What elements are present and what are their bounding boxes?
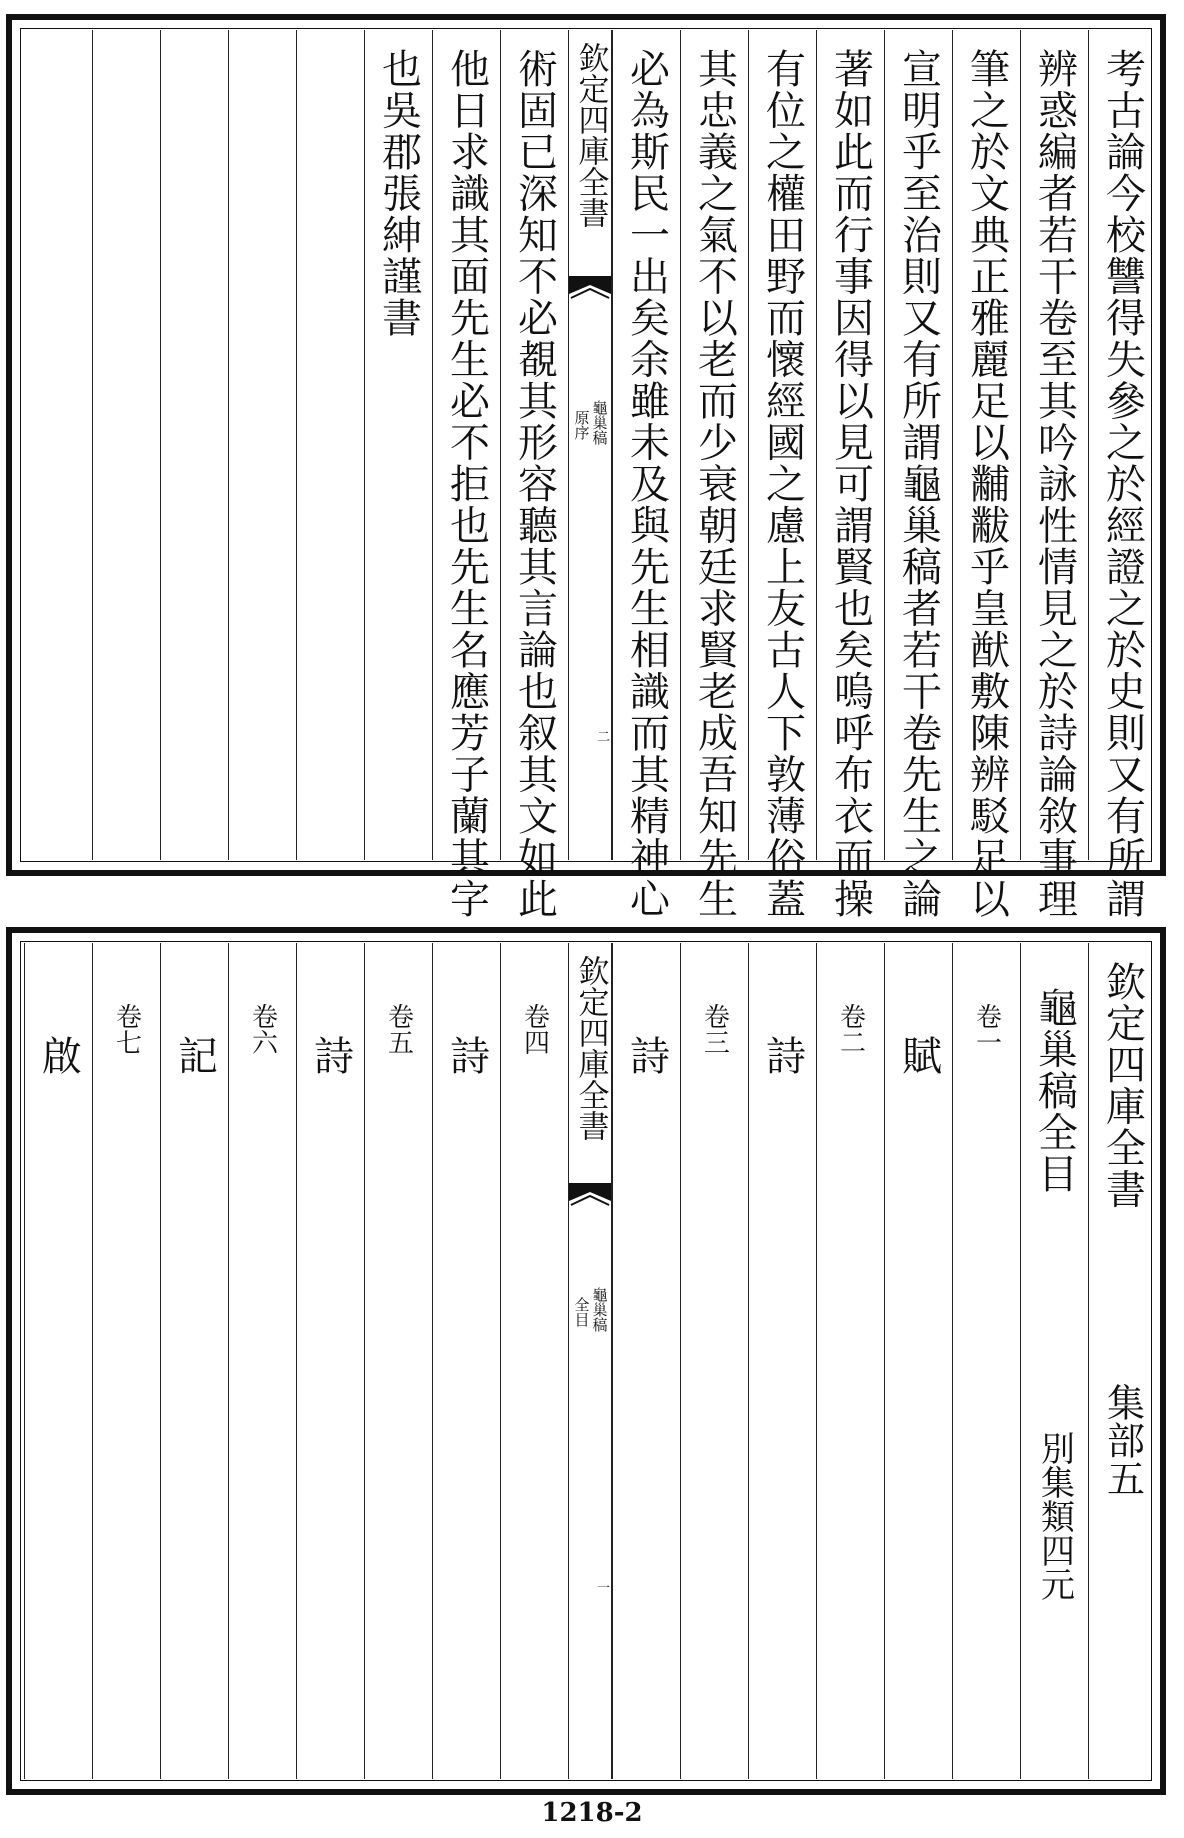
center-book-name: 龜巢稿 — [590, 400, 609, 445]
center-margin-strip — [568, 30, 612, 860]
page-number-footer: 1218-2 — [541, 1798, 643, 1828]
center-title: 欽定四庫全書 — [572, 42, 609, 228]
toc-entry: 啟 — [35, 1035, 82, 1077]
center-section-name: 全目 — [572, 1297, 591, 1327]
empty-column — [228, 30, 296, 860]
column-text: 其忠義之氣不以老而少衰朝廷求賢老成吾知先生 — [691, 48, 738, 920]
toc-column — [24, 943, 92, 1779]
toc-column — [432, 943, 500, 1779]
text-column — [612, 30, 680, 920]
header-category: 集部五 — [1100, 1383, 1145, 1497]
toc-entry: 卷一 — [971, 1003, 1002, 1055]
center-title: 欽定四庫全書 — [572, 955, 609, 1141]
empty-column — [92, 30, 160, 860]
toc-column — [748, 943, 816, 1779]
text-column — [1020, 30, 1088, 920]
toc-column — [92, 943, 160, 1779]
column-text: 也吳郡張紳謹書 — [375, 48, 422, 339]
toc-entry: 卷七 — [111, 1003, 142, 1055]
toc-entry: 詩 — [623, 1035, 670, 1077]
text-column — [500, 30, 568, 920]
text-column — [680, 30, 748, 920]
toc-entry: 卷五 — [383, 1003, 414, 1055]
text-column — [748, 30, 816, 920]
text-column — [816, 30, 884, 920]
toc-entry: 詩 — [443, 1035, 490, 1077]
toc-entry: 卷二 — [835, 1003, 866, 1055]
header-column — [1088, 943, 1156, 1779]
toc-entry: 詩 — [759, 1035, 806, 1077]
center-page-number: 二 — [597, 730, 611, 745]
toc-column — [296, 943, 364, 1779]
toc-column — [816, 943, 884, 1779]
toc-column — [500, 943, 568, 1779]
center-book-name: 龜巢稿 — [590, 1287, 609, 1332]
column-text: 宣明乎至治則又有所謂龜巢稿者若干卷先生之論 — [895, 48, 942, 920]
text-column — [884, 30, 952, 920]
toc-column — [160, 943, 228, 1779]
toc-entry: 卷三 — [699, 1003, 730, 1055]
table-of-contents-panel — [6, 927, 1166, 1795]
column-text: 著如此而行事因得以見可謂賢也矣嗚呼布衣而操 — [827, 48, 874, 920]
toc-column — [612, 943, 680, 1779]
column-text: 考古論今校讐得失參之於經證之於史則又有所謂 — [1099, 48, 1146, 920]
toc-column — [952, 943, 1020, 1779]
column-text: 他日求識其面先生必不拒也先生名應芳子蘭其字 — [443, 48, 490, 920]
center-margin-strip — [568, 943, 612, 1779]
empty-column — [160, 30, 228, 860]
toc-entry: 記 — [171, 1035, 218, 1077]
toc-entry: 卷六 — [247, 1003, 278, 1055]
toc-entry: 詩 — [307, 1035, 354, 1077]
column-text: 辨惑編者若干卷至其吟詠性情見之於詩論敘事理 — [1031, 48, 1078, 920]
toc-column — [680, 943, 748, 1779]
text-column — [1088, 30, 1156, 920]
fishtail-mark-icon — [569, 276, 611, 314]
column-text: 有位之權田野而懷經國之慮上友古人下敦薄俗蓋 — [759, 48, 806, 920]
header-title: 欽定四庫全書 — [1099, 961, 1146, 1210]
toc-entry: 賦 — [895, 1035, 942, 1077]
fishtail-mark-icon — [569, 1183, 611, 1221]
toc-column — [364, 943, 432, 1779]
column-text: 必為斯民一出矣余雖未及與先生相識而其精神心 — [623, 48, 670, 920]
center-page-number: 一 — [597, 1581, 611, 1596]
title-column — [1020, 943, 1088, 1779]
text-column — [432, 30, 500, 920]
text-column — [952, 30, 1020, 920]
book-title: 龜巢稿全目 — [1031, 987, 1078, 1195]
text-column — [364, 30, 432, 860]
preface-page-panel — [6, 14, 1166, 920]
subcategory: 別集類四元 — [1034, 1431, 1075, 1601]
toc-column — [228, 943, 296, 1779]
center-section-name: 原序 — [572, 410, 591, 440]
empty-column — [296, 30, 364, 860]
column-text: 筆之於文典正雅麗足以黼黻乎皇猷敷陳辨駁足以 — [963, 48, 1010, 920]
toc-column — [884, 943, 952, 1779]
column-text: 術固已深知不必覩其形容聽其言論也叙其文如此 — [511, 48, 558, 920]
toc-entry: 卷四 — [519, 1003, 550, 1055]
